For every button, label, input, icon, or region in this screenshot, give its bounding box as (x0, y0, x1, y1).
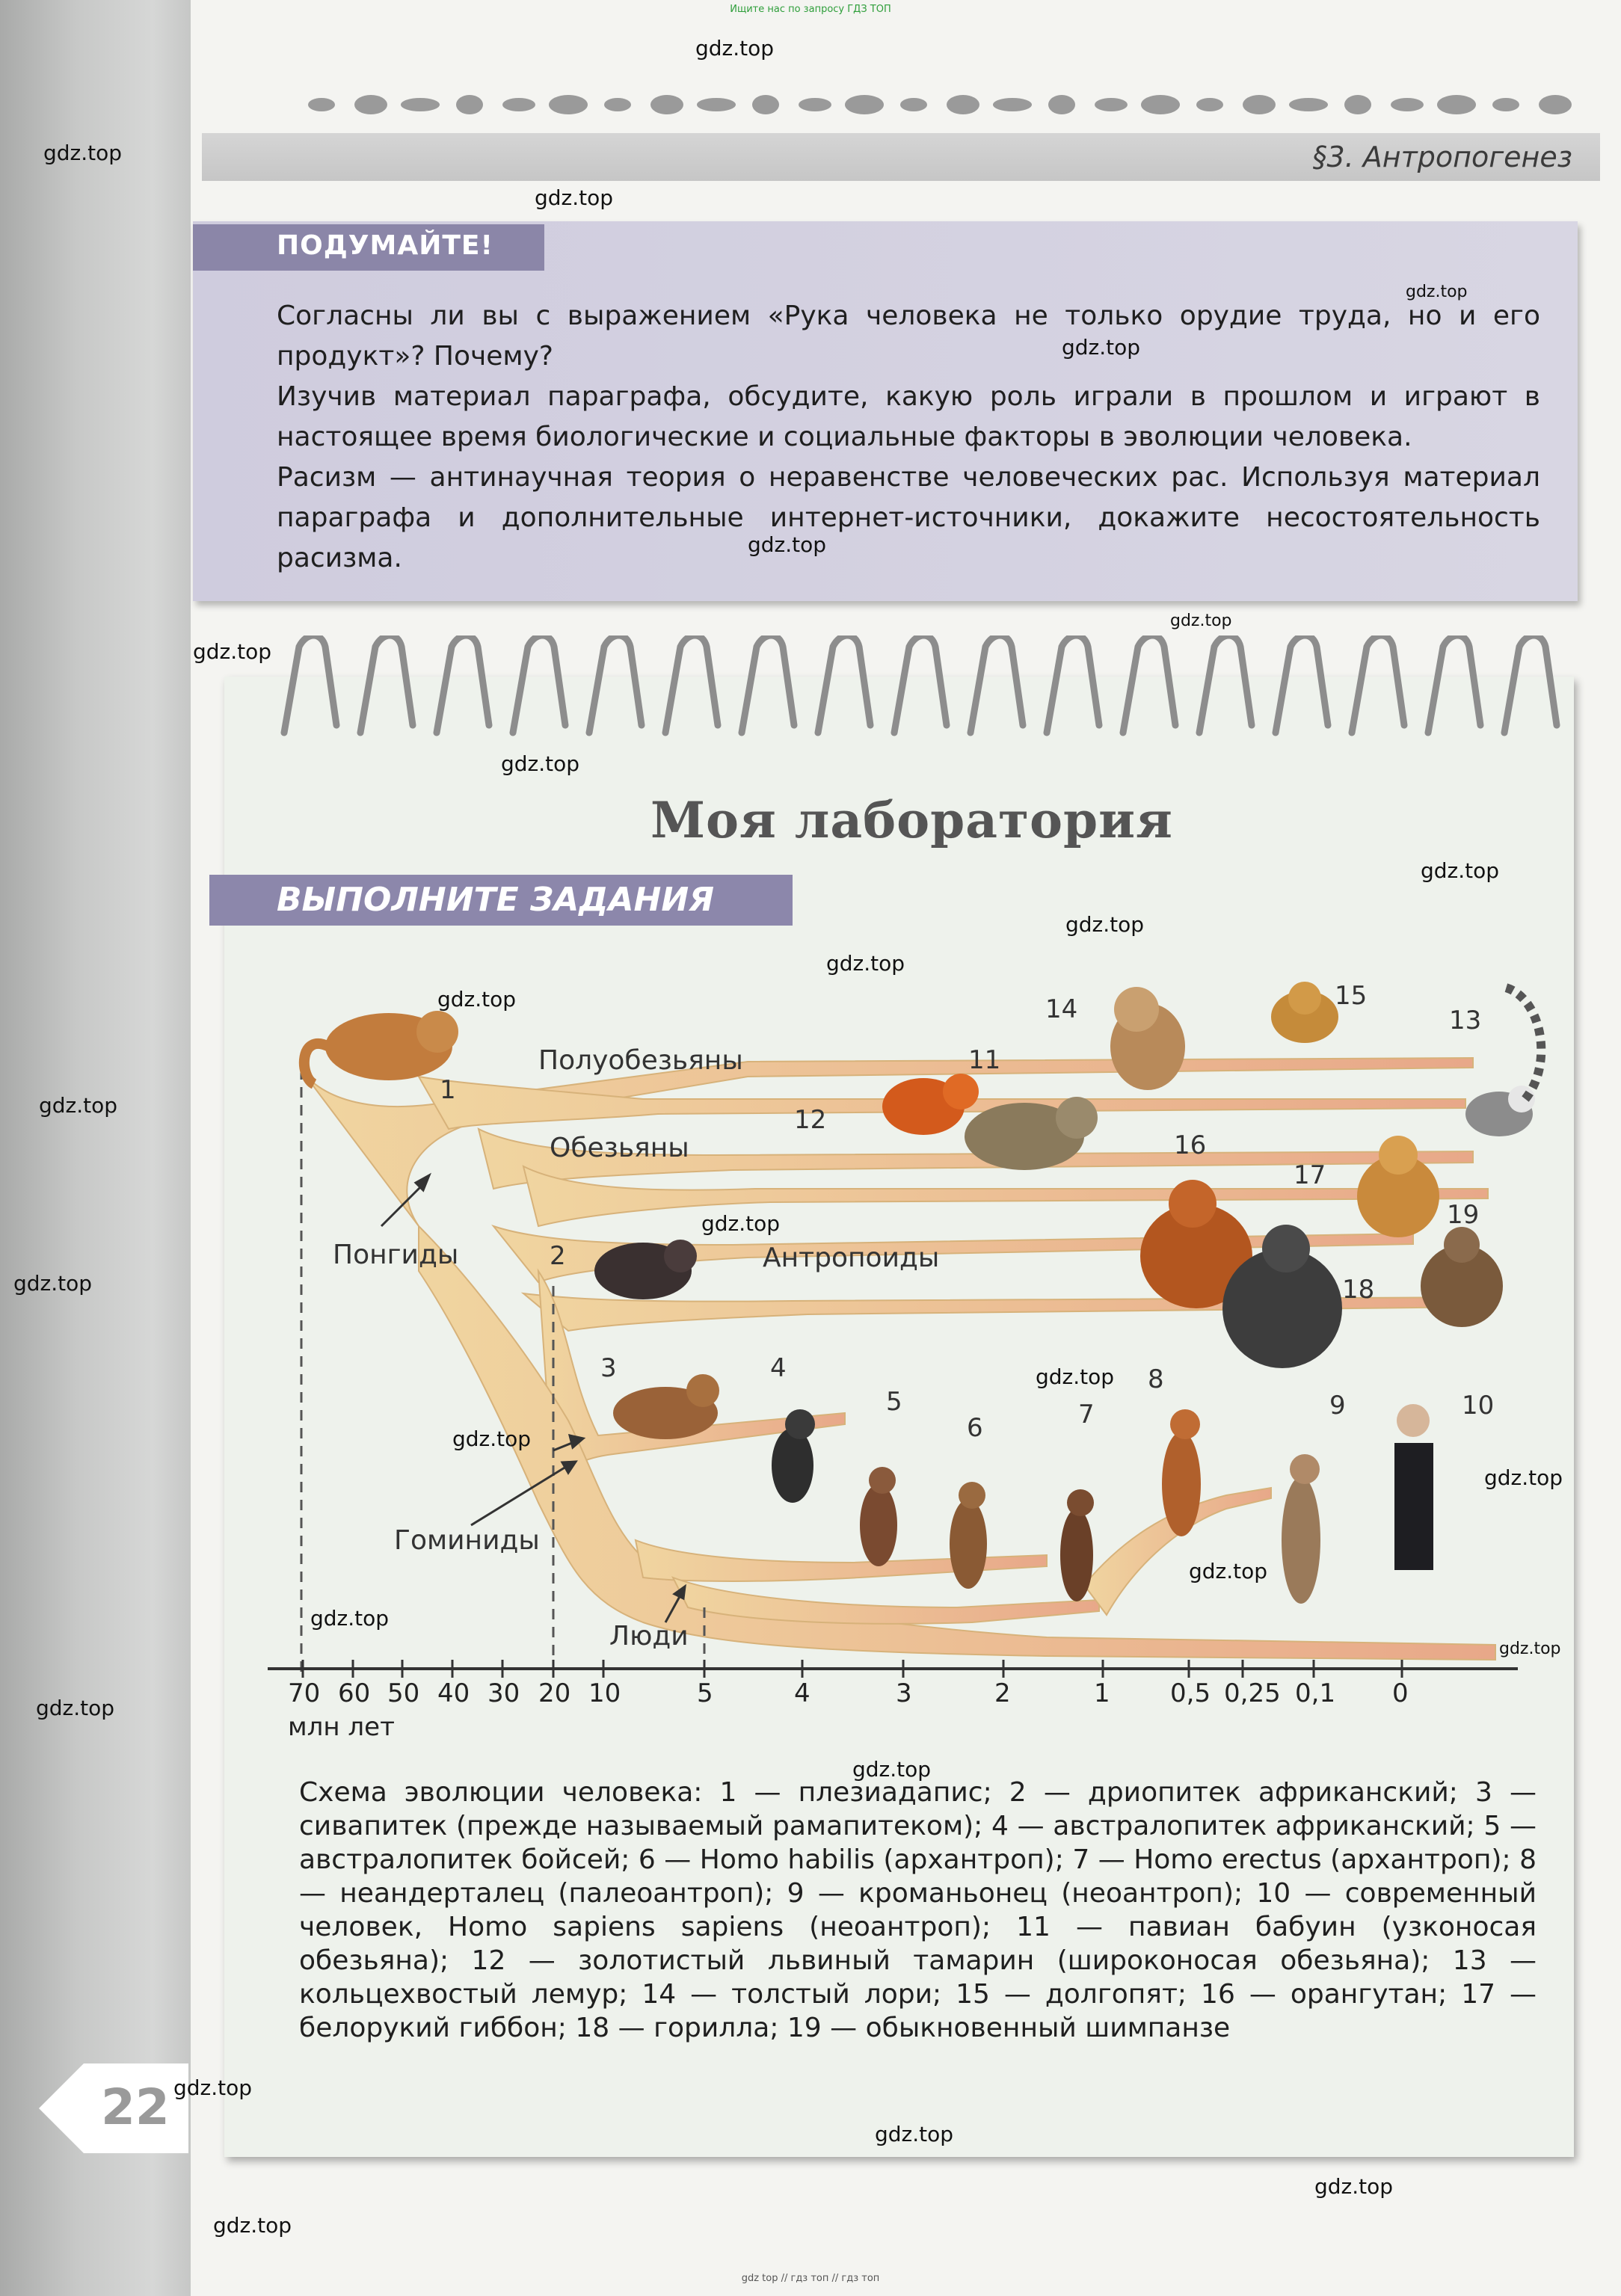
label-hominids: Гоминиды (394, 1525, 540, 1556)
watermark: gdz.top (535, 185, 614, 210)
diagram-number-11: 11 (968, 1045, 1001, 1075)
page-number: 22 (101, 2078, 170, 2136)
label-anthropoids: Антропоиды (763, 1243, 940, 1273)
bottom-banner: gdz top // гдз топ // гдз топ (741, 2273, 880, 2284)
label-semi-primates: Полуобезьяны (538, 1045, 743, 1076)
watermark: gdz.top (1314, 2174, 1394, 2199)
think-paragraph-3: Расизм — антинаучная теория о неравенстве человеческих рас. Используя материал параграфа и дополнительные интернет-источники, докажите несостоятельность расизма. (277, 462, 1540, 573)
diagram-number-19: 19 (1447, 1200, 1480, 1230)
watermark: gdz.top (39, 1093, 118, 1118)
diagram-number-13: 13 (1449, 1006, 1482, 1035)
top-banner: Ищите нас по запросу ГДЗ ТОП (730, 4, 891, 15)
watermark: gdz.top (310, 1606, 390, 1631)
watermark: gdz.top (695, 36, 775, 61)
watermark: gdz.top (1062, 335, 1141, 360)
think-paragraph-1: Согласны ли вы с выражением «Рука человека не только орудие труда, но и его продукт»? Почему? (277, 301, 1540, 372)
axis-tick-label: 3 (896, 1678, 912, 1708)
diagram-number-9: 9 (1329, 1391, 1346, 1421)
watermark: gdz.top (437, 987, 517, 1012)
watermark: gdz.top (701, 1211, 781, 1236)
label-monkeys: Обезьяны (550, 1133, 689, 1163)
watermark: gdz.top (875, 2122, 954, 2146)
axis-tick-label: 40 (437, 1678, 470, 1708)
diagram-number-4: 4 (770, 1353, 787, 1383)
diagram-number-12: 12 (794, 1105, 827, 1135)
watermark: gdz.top (1189, 1559, 1268, 1583)
axis-tick-label: 0 (1392, 1678, 1409, 1708)
watermark: gdz.top (501, 751, 580, 776)
watermark: gdz.top (1036, 1364, 1115, 1389)
watermark: gdz.top (13, 1271, 93, 1296)
axis-tick-label: 50 (387, 1678, 420, 1708)
axis-tick-label: 0,1 (1295, 1678, 1336, 1708)
diagram-number-2: 2 (550, 1241, 566, 1271)
axis-tick-label: 1 (1094, 1678, 1110, 1708)
diagram-number-17: 17 (1294, 1160, 1326, 1190)
label-pongids: Понгиды (333, 1240, 459, 1270)
tasks-label: ВЫПОЛНИТЕ ЗАДАНИЯ (277, 881, 715, 919)
diagram-number-5: 5 (886, 1387, 902, 1417)
watermark: gdz.top (1484, 1465, 1563, 1490)
axis-tick-label: 30 (487, 1678, 520, 1708)
watermark: gdz.top (36, 1696, 115, 1720)
diagram-number-16: 16 (1174, 1130, 1207, 1160)
watermark: gdz.top (173, 2075, 253, 2100)
diagram-number-3: 3 (600, 1353, 617, 1383)
watermark: gdz.top (193, 639, 272, 664)
diagram-number-8: 8 (1148, 1364, 1164, 1394)
think-paragraph-2: Изучив материал параграфа, обсудите, какую роль играли в прошлом и играют в настоящее время биологические и социальные факторы в эволюции человека. (277, 381, 1540, 452)
watermark: gdz.top (213, 2213, 292, 2238)
watermark: gdz.top (452, 1426, 532, 1451)
axis-tick-label: 0,25 (1224, 1678, 1281, 1708)
watermark: gdz.top (852, 1757, 932, 1782)
axis-tick-label: 4 (794, 1678, 810, 1708)
watermark: gdz.top (1406, 283, 1468, 301)
figure-caption: Схема эволюции человека: 1 — плезиадапис; 2 — дриопитек африканский; 3 — сивапитек (прежде называемый рамапитеком); 4 — австралопитек африканский; 5 — австралопитек бойсей; 6 — Homo habilis (архантроп); 7 — Homo erectus (архантроп); 8 — неандерталец (палеоантроп); 9 — кроманьонец (неоантроп); 10 — современный человек, Homo sapiens sapiens (неоантроп); 11 — павиан бабуин (узконосая обезьяна); 12 — золотистый львиный тамарин (широконосая обезьяна); 13 — кольцехвостый лемур; 14 — толстый лори; 15 — долгопят; 16 — орангутан; 17 — белорукий гиббон; 18 — горилла; 19 — обыкновенный шимпанзе (299, 1777, 1537, 2043)
diagram-number-10: 10 (1462, 1391, 1495, 1421)
axis-tick-label: 10 (588, 1678, 621, 1708)
diagram-number-6: 6 (967, 1413, 983, 1443)
watermark: gdz.top (1170, 612, 1232, 630)
axis-tick-label: 2 (994, 1678, 1011, 1708)
watermark: gdz.top (1421, 858, 1500, 883)
label-people: Люди (609, 1621, 689, 1652)
axis-tick-label: 70 (288, 1678, 321, 1708)
axis-tick-label: 60 (338, 1678, 371, 1708)
lab-title: Моя лаборатория (650, 791, 1173, 849)
axis-tick-label: 5 (697, 1678, 713, 1708)
section-title: §3. Антропогенез (1312, 141, 1572, 173)
diagram-number-14: 14 (1045, 994, 1078, 1024)
watermark: gdz.top (1499, 1640, 1561, 1658)
axis-tick-label: 0,5 (1170, 1678, 1211, 1708)
watermark: gdz.top (826, 951, 905, 976)
watermark: gdz.top (748, 532, 827, 557)
axis-tick-label: 20 (538, 1678, 571, 1708)
think-label: ПОДУМАЙТЕ! (277, 230, 493, 261)
diagram-number-15: 15 (1335, 981, 1368, 1011)
diagram-number-7: 7 (1078, 1400, 1095, 1429)
watermark: gdz.top (1065, 912, 1145, 937)
diagram-number-18: 18 (1342, 1275, 1375, 1305)
diagram-number-1: 1 (440, 1075, 456, 1105)
watermark: gdz.top (43, 141, 123, 165)
axis-unit: млн лет (288, 1712, 395, 1742)
